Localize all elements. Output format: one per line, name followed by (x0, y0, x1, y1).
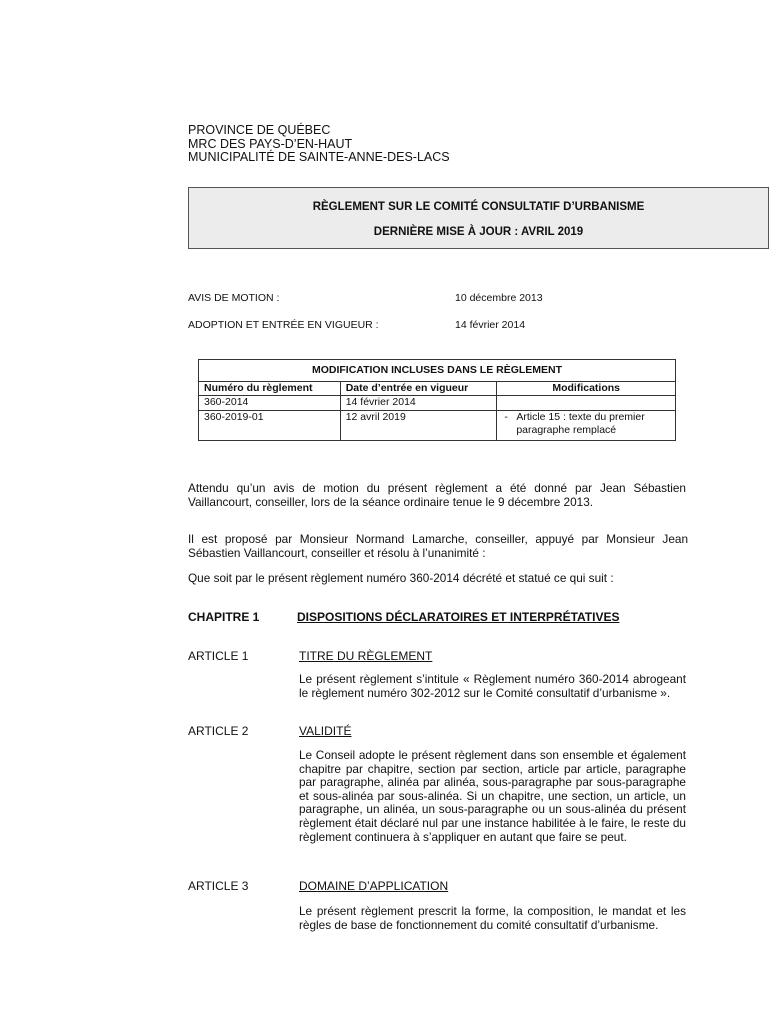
modifications-table (198, 359, 676, 441)
adoption-label: ADOPTION ET ENTRÉE EN VIGUEUR : (188, 319, 379, 331)
cell-numero: 360-2019-01 (199, 410, 341, 440)
last-update: DERNIÈRE MISE À JOUR : AVRIL 2019 (373, 226, 584, 238)
table-caption: MODIFICATION INCLUSES DANS LE RÈGLEMENT (199, 360, 676, 382)
cell-modifications (497, 396, 676, 411)
article-title: DOMAINE D’APPLICATION (299, 879, 449, 893)
article-label: ARTICLE 3 (188, 879, 249, 893)
preamble-paragraph: Attendu qu’un avis de motion du présent règlement a été donné par Jean Sébastien Vaillancourt, conseiller, lors de la séance ordinaire tenue le 9 décembre 2013. (188, 481, 686, 509)
article-body: Le présent règlement s’intitule « Règlement numéro 360-2014 abrogeant le règlement numéro 302-2012 sur le Comité consultatif d’urbanisme ». (299, 672, 686, 700)
adoption-value: 14 février 2014 (455, 319, 526, 331)
cell-date: 14 février 2014 (340, 396, 497, 411)
table-row (199, 410, 676, 440)
avis-value: 10 décembre 2013 (455, 292, 543, 304)
preamble-paragraph: Il est proposé par Monsieur Normand Lamarche, conseiller, appuyé par Monsieur Jean Sébastien Vaillancourt, conseiller et résolu à l’unanimité : (188, 532, 688, 560)
column-header-numero: Numéro du règlement (199, 381, 341, 396)
column-header-date: Date d’entrée en vigueur (340, 381, 497, 396)
article-title: VALIDITÉ (299, 724, 352, 738)
header-province: PROVINCE DE QUÉBEC (188, 123, 331, 137)
column-header-modifications: Modifications (497, 381, 676, 396)
cell-numero: 360-2014 (199, 396, 341, 411)
avis-label: AVIS DE MOTION : (188, 292, 280, 304)
article-label: ARTICLE 1 (188, 649, 249, 663)
preamble-paragraph: Que soit par le présent règlement numéro 360-2014 décrété et statué ce qui suit : (188, 571, 614, 585)
modification-text: Article 15 : texte du premier paragraphe remplacé (516, 410, 645, 436)
article-body: Le présent règlement prescrit la forme, la composition, le mandat et les règles de base de fonctionnement du comité consultatif d’urbanisme. (299, 904, 686, 932)
chapter-title: DISPOSITIONS DÉCLARATOIRES ET INTERPRÉTATIVES (297, 610, 620, 624)
article-title: TITRE DU RÈGLEMENT (299, 649, 433, 663)
list-dash: - (504, 410, 508, 423)
article-label: ARTICLE 2 (188, 724, 249, 738)
cell-modifications (497, 410, 676, 440)
header-municipality: MUNICIPALITÉ DE SAINTE-ANNE-DES-LACS (188, 150, 450, 164)
cell-date: 12 avril 2019 (340, 410, 497, 440)
title-box (188, 187, 769, 249)
article-body: Le Conseil adopte le présent règlement dans son ensemble et également chapitre par chapitre, section par section, article par article, paragraphe par paragraphe, alinéa par alinéa, sous-paragraphe par sous-paragraphe et sous-alinéa par sous-alinéa. Si un chapitre, une section, un article, un paragraphe, un alinéa, un sous-paragraphe ou un sous-alinéa du présent règlement était déclaré nul par une instance habilitée à le faire, le reste du règlement continuera à s’appliquer en autant que faire se peut. (299, 748, 686, 844)
document-header (188, 124, 450, 165)
table-row (199, 396, 676, 411)
regulation-title: RÈGLEMENT SUR LE COMITÉ CONSULTATIF D’URBANISME (312, 201, 645, 213)
header-mrc: MRC DES PAYS-D’EN-HAUT (188, 136, 353, 151)
chapter-label: CHAPITRE 1 (188, 610, 260, 624)
